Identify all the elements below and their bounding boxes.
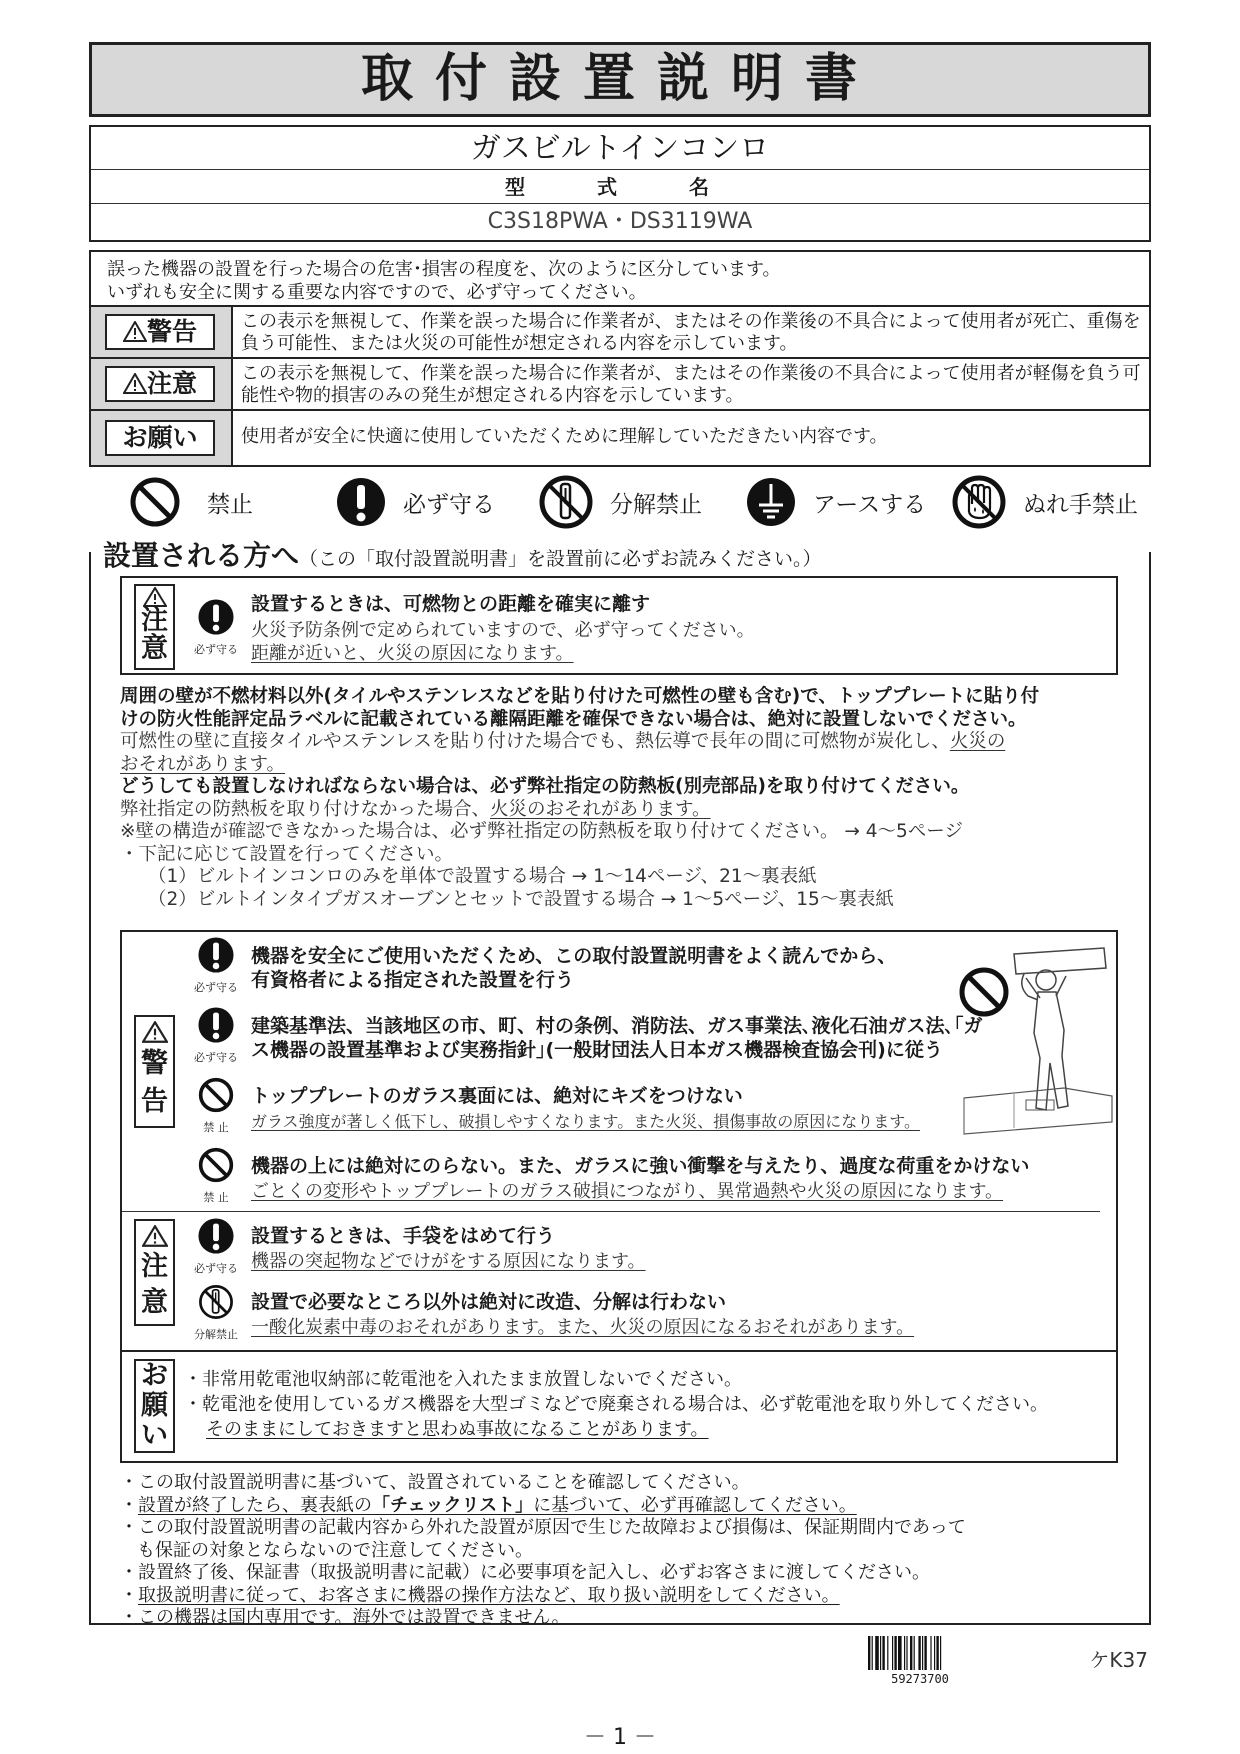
warning-tag-label: 警告 [146,317,197,346]
exclamation-icon [335,476,387,528]
page-number: － 1 － [584,1725,656,1750]
barcode-bar [906,1636,907,1670]
paragraph-line: おそれがあります。 [120,753,286,775]
barcode-bar [894,1636,896,1670]
paragraph-line: （2）ビルトインタイプガスオーブンとセットで設置する場合 → 1〜5ページ、15〜裏表紙 [148,888,894,910]
legend-intro [107,258,781,304]
symbol-label: 分解禁止 [610,491,702,518]
legend-row-request [91,409,1149,465]
section-title [95,534,832,574]
model-numbers: C3S18PWA・DS3119WA [487,209,753,234]
note-line: も保証の対象とならないので注意してください。 [137,1539,533,1561]
caution-box-distance [120,576,1118,675]
caution-vertical-label [134,584,175,670]
symbol-label: 必ず守る [403,491,495,518]
barcode-bars [868,1636,972,1670]
label-char: い [141,1420,168,1451]
must-icon-group [191,1006,241,1065]
paragraph-line: ・下記に応じて設置を行ってください。 [120,843,454,865]
symbol-legend-row [125,474,1145,530]
icon-caption: 必ず守る [194,1262,238,1275]
request-description: 使用者が安全に快適に使用していただくために理解していただきたい内容です。 [241,426,888,447]
caution-vertical-label [134,1219,175,1326]
label-char: 意 [141,633,168,664]
barcode-bar [910,1636,912,1670]
section-subtitle: （この「取付設置説明書」を設置前に必ずお読みください。） [299,548,822,570]
legend-row-warning [91,305,1149,357]
label-char: 注 [141,605,168,636]
caution-detail: 一酸化炭素中毒のおそれがあります。また、火災の原因になるおそれがあります。 [251,1317,915,1338]
barcode-bar [880,1636,881,1670]
warning-heading [251,944,896,992]
icon-caption: 分解禁止 [194,1328,238,1341]
prohibit-icon-group [191,1146,241,1205]
paragraph-line: けの防火性能評定品ラベルに記載されている離隔距離を確保できない場合は、絶対に設置しないでください。 [120,708,1027,730]
barcode-bar [882,1636,884,1670]
barcode-bar [904,1636,905,1670]
warning-detail: ごとくの変形やトッププレートのガラス破損につながり、異常過熱や火災の原因になります。 [251,1181,1004,1202]
note-text: ・ [120,1494,138,1516]
exclamation-icon [197,1217,235,1255]
icon-caption: 必ず守る [194,643,238,656]
paragraph-text: 火災の [949,731,1006,752]
barcode-bar [940,1636,941,1670]
symbol-ground [745,474,926,530]
note-line: ・この取付設置説明書に基づいて、設置されていることを確認してください。 [120,1472,750,1493]
legend-intro-line: 誤った機器の設置を行った場合の危害･損害の程度を、次のように区分しています。 [107,259,781,280]
paragraph-line: （1）ビルトインコンロのみを単体で設置する場合 → 1〜14ページ、21〜裏表紙 [148,866,817,887]
barcode-bar [898,1636,902,1670]
no-disassembly-icon [197,1283,235,1321]
legend-tag-cell [91,359,233,409]
no-disassembly-icon [538,474,594,530]
caution-detail: 火災予防条例で定められていますので、必ず守ってください。 [251,620,755,641]
paragraph-line: 周囲の壁が不燃材料以外(タイルやステンレスなどを貼り付けた可燃性の壁も含む)で、トッププレートに貼り付 [120,686,1040,707]
wall-material-paragraph [120,686,1140,911]
barcode-bar [922,1636,923,1670]
legend-tag-cell [91,411,233,465]
barcode-bar [924,1636,926,1670]
warning-heading: 機器の上には絶対にのらない。また、ガラスに強い衝撃を与えたり、過度な荷重をかけない [251,1155,1030,1177]
caution-tag-label: 注意 [146,369,197,398]
no-disassembly-icon-group [191,1283,241,1342]
label-char: お [141,1360,168,1391]
caution-description: この表示を無視して、作業を誤った場合に作業者が、またはその作業後の不具合によって使用者が軽傷を負う可能性や物的損害のみの発生が想定される内容を示しています。 [241,363,1141,406]
note-text: ・ [120,1584,138,1606]
note-line: ・設置終了後、保証書（取扱説明書に記載）に必要事項を記入し、必ずお客さまに渡してください。 [120,1562,930,1583]
must-icon-group [191,1217,241,1276]
caution-heading: 設置で必要なところ以外は絶対に改造、分解は行わない [251,1291,727,1313]
label-char: 願 [141,1390,168,1421]
warning-description: この表示を無視して、作業を誤った場合に作業者が、またはその作業後の不具合によって使用者が死亡、重傷を負う可能性、または火災の可能性が想定される内容を示しています。 [241,311,1141,354]
barcode-bar [875,1636,879,1670]
document-title: 取付設置説明書 [360,49,879,109]
prohibit-icon [197,1146,235,1184]
paragraph-line: ※壁の構造が確認できなかった場合は、必ず弊社指定の防熱板を取り付けてください。 → 4〜5ページ [120,821,963,842]
warning-triangle-icon [123,373,147,394]
symbol-must [335,474,495,530]
warning-caution-box [120,930,1118,1463]
warning-vertical-label [134,1015,175,1128]
note-line: ・この取付設置説明書の記載内容から外れた設置が原因で生じた故障および損傷は、保証期間内であって [120,1517,966,1538]
label-char: 告 [141,1086,168,1117]
caution-heading: 設置するときは、手袋をはめて行う [251,1225,556,1247]
heading-line: 建築基準法、当該地区の市、町、村の条例、消防法、ガス事業法､液化石油ガス法､｢ガ [251,1015,983,1037]
symbol-prohibit [129,474,253,530]
exclamation-icon [197,598,235,636]
document-title-bar [89,42,1151,117]
note-text: 取扱説明書に従って、お客さまに機器の操作方法など、取り扱い説明をしてください。 [138,1584,840,1606]
paragraph-line: どうしても設置しなければならない場合は、必ず弊社指定の防熱板(別売部品)を取り付けてください。 [120,776,970,797]
icon-caption: 禁 止 [203,1191,229,1204]
symbol-label: ぬれ手禁止 [1023,491,1138,518]
barcode-bar [892,1636,893,1670]
symbol-label: 禁止 [207,491,253,518]
barcode-bar [872,1636,873,1670]
must-icon-group [191,598,241,657]
symbol-no-wet-hands [951,474,1138,530]
section-title-main: 設置される方へ [103,539,300,572]
hazard-legend-box [89,250,1151,467]
request-line: そのままにしておきますと思わぬ事故になることがあります。 [206,1419,709,1440]
legend-row-caution [91,357,1149,409]
barcode-bar [918,1636,920,1670]
no-wet-hands-icon [951,474,1007,530]
heading-line: 機器を安全にご使用いただくため、この取付設置説明書をよく読んでから、 [251,945,897,967]
note-text: 「チェックリスト」 [372,1494,534,1516]
caution-detail: 距離が近いと、火災の原因になります。 [251,643,574,664]
warning-heading: トッププレートのガラス裏面には、絶対にキズをつけない [251,1085,743,1107]
model-label: 型 式 名 [91,170,1149,204]
product-name: ガスビルトインコンロ [91,127,1149,170]
caution-heading: 設置するときは、可燃物との距離を確実に離す [251,593,651,615]
barcode-bar [934,1636,935,1670]
warning-triangle-icon [123,321,147,342]
barcode-bar [914,1636,915,1670]
paragraph-text: 可燃性の壁に直接タイルやステンレスを貼り付けた場合でも、熱伝導で長年の間に可燃物が炭化し、 [120,731,950,752]
barcode-number: 59273700 [891,1672,949,1686]
request-tag: お願い [105,420,215,456]
barcode [868,1636,972,1686]
warning-tag [105,314,215,350]
paragraph-text: 弊社指定の防熱板を取り付けなかった場合、 [120,798,491,820]
final-notes [120,1472,1140,1630]
symbol-no-disassembly [538,474,702,530]
caution-detail: 機器の突起物などでけがをする原因になります。 [251,1251,646,1272]
warning-triangle-icon [142,1021,168,1043]
must-icon-group [191,936,241,995]
paragraph-text: 火災のおそれがあります。 [490,798,711,820]
barcode-bar [887,1636,888,1670]
ground-icon [745,476,797,528]
note-text: に基づいて、必ず再確認してください。 [533,1494,857,1516]
legend-tag-cell [91,307,233,357]
barcode-bar [868,1636,870,1670]
note-line: ・この機器は国内専用です。海外では設置できません。 [120,1607,570,1628]
barcode-bar [930,1636,931,1670]
icon-caption: 必ず守る [194,1051,238,1064]
prohibit-icon [129,476,181,528]
warning-triangle-icon [143,587,167,607]
divider [122,1211,1100,1212]
symbol-label: アースする [813,491,927,518]
legend-intro-line: いずれも安全に関する重要な内容ですので、必ず守ってください。 [107,282,647,303]
label-char: 意 [141,1287,168,1318]
exclamation-icon [197,1006,235,1044]
request-line: ・非常用乾電池収納部に乾電池を入れたまま放置しないでください。 [184,1369,742,1390]
warning-heading [251,1014,983,1062]
barcode-bar [936,1636,938,1670]
divider [122,1350,1116,1352]
request-line: ・乾電池を使用しているガス機器を大型ゴミなどで廃棄される場合は、必ず乾電池を取り外してください。 [184,1394,1048,1415]
prohibit-icon [197,1076,235,1114]
heading-line: ス機器の設置基準および実務指針｣(一般財団法人日本ガス機器検査協会刊)に従う [251,1039,943,1061]
warning-triangle-icon [142,1225,168,1247]
warning-detail: ガラス強度が著しく低下し、破損しやすくなります。また火災、損傷事故の原因になります。 [251,1112,920,1131]
label-char: 注 [141,1251,168,1282]
icon-caption: 禁 止 [203,1121,229,1134]
prohibit-icon-group [191,1076,241,1135]
caution-tag [105,366,215,402]
label-char: 警 [141,1048,168,1079]
note-text: 設置が終了したら、裏表紙の [138,1494,372,1516]
product-info-box [89,125,1151,242]
request-vertical-label [134,1359,175,1453]
document-code: ケK37 [1089,1648,1148,1672]
exclamation-icon [197,936,235,974]
icon-caption: 必ず守る [194,981,238,994]
heading-line: 有資格者による指定された設置を行う [251,969,575,991]
